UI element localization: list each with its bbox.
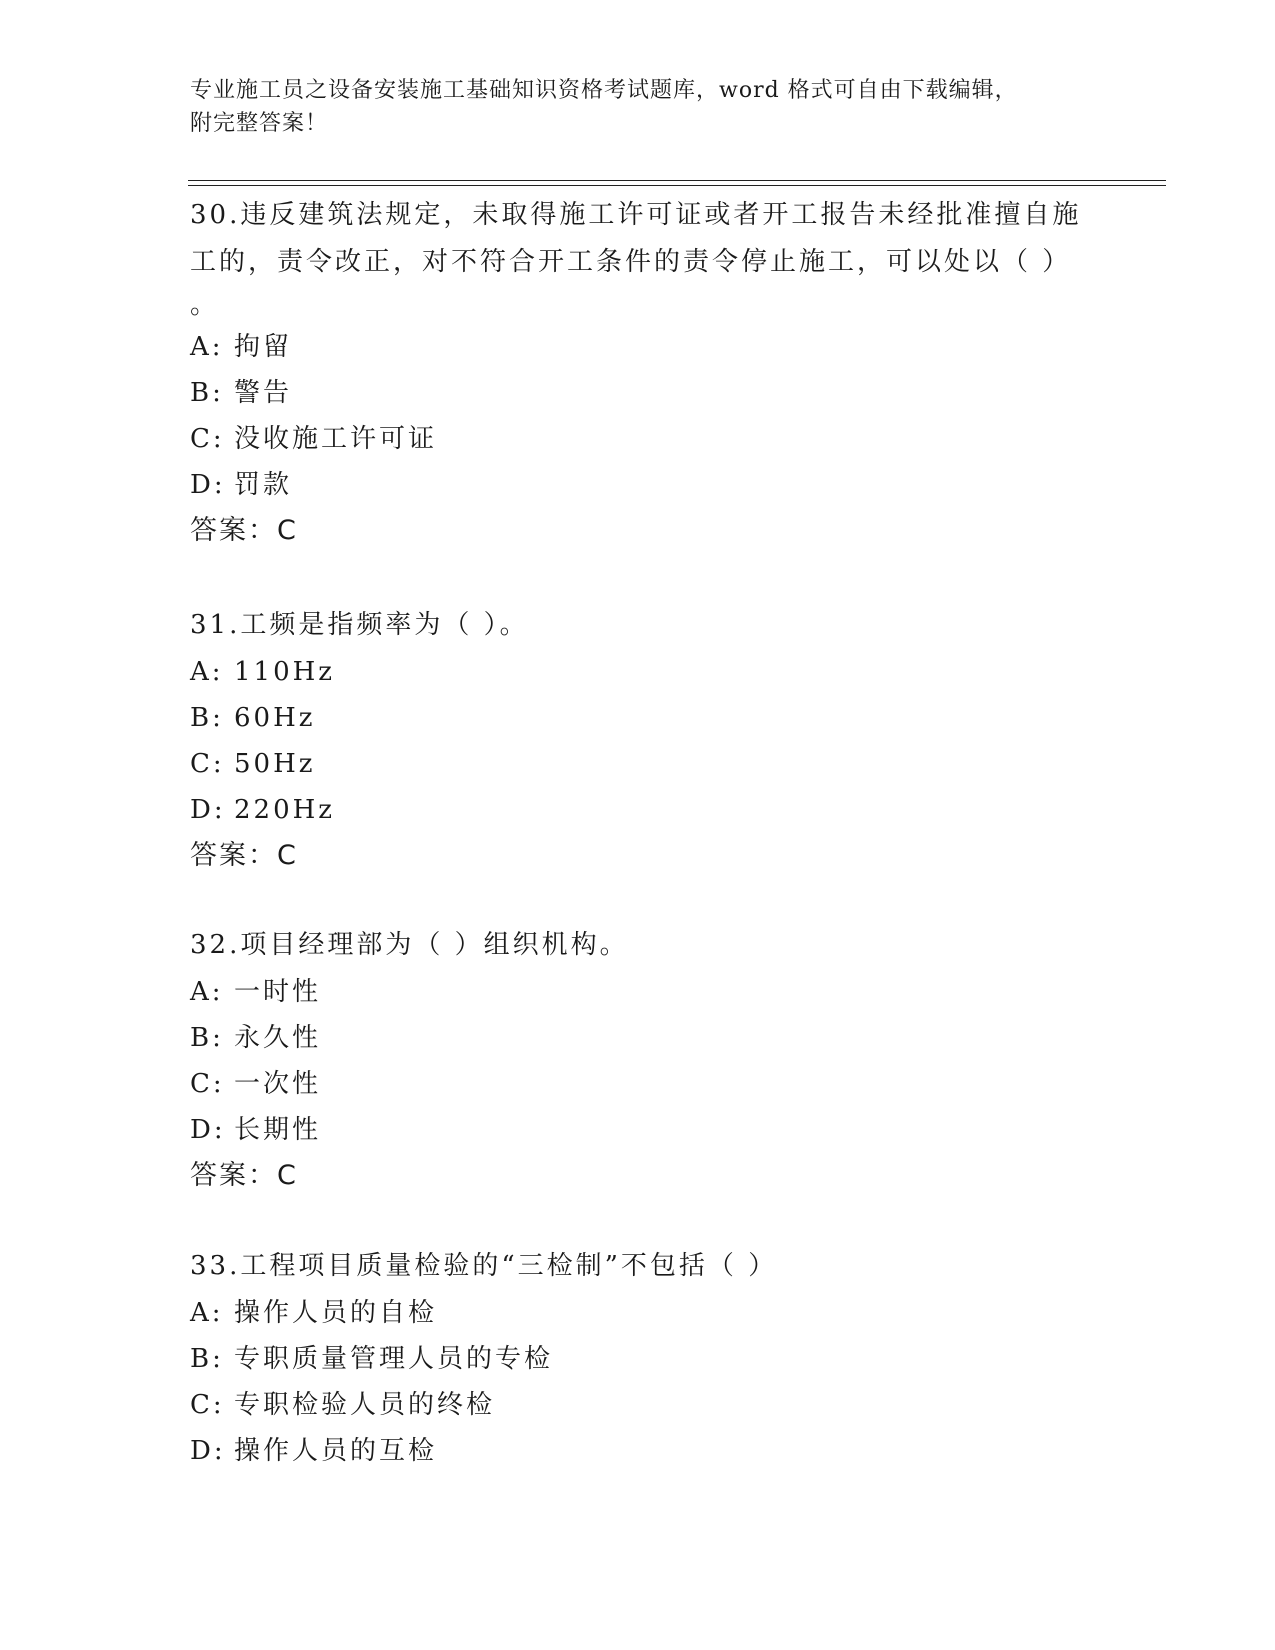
option-letter: C: <box>190 749 225 779</box>
option-b <box>190 370 1090 416</box>
question-text-line-1: 32.项目经理部为（ ）组织机构。 <box>190 930 629 960</box>
question-text-line-1: 33.工程项目质量检验的“三检制”不包括（ ） <box>190 1251 778 1281</box>
option-a <box>190 969 1090 1015</box>
option-text: 没收施工许可证 <box>234 424 438 454</box>
question-33 <box>190 1243 1090 1474</box>
option-text: 专职质量管理人员的专检 <box>234 1344 554 1374</box>
option-letter: B: <box>190 703 224 733</box>
header-divider-bottom <box>188 185 1166 186</box>
option-letter: D: <box>190 1115 226 1145</box>
option-b <box>190 1015 1090 1061</box>
option-letter: A: <box>190 977 224 1007</box>
option-b <box>190 1336 1090 1382</box>
option-letter: B: <box>190 378 224 408</box>
option-letter: B: <box>190 1023 224 1053</box>
option-letter: D: <box>190 795 226 825</box>
question-text-line-2: 工的，责令改正，对不符合开工条件的责令停止施工，可以处以（ ） <box>190 247 1072 277</box>
option-a <box>190 1290 1090 1336</box>
option-d <box>190 787 1090 833</box>
option-d <box>190 462 1090 508</box>
option-list <box>190 324 1090 508</box>
option-text: 一次性 <box>234 1069 322 1099</box>
question-32 <box>190 922 1090 1199</box>
option-letter: A: <box>190 332 224 362</box>
option-text: 110Hz <box>234 657 335 687</box>
option-letter: D: <box>190 470 226 500</box>
option-text: 50Hz <box>234 749 316 779</box>
option-letter: C: <box>190 424 225 454</box>
header-line-1: 专业施工员之设备安装施工基础知识资格考试题库，word 格式可自由下载编辑， <box>190 78 1018 103</box>
header-line-2: 附完整答案！ <box>190 111 329 136</box>
option-a <box>190 324 1090 370</box>
option-a <box>190 649 1090 695</box>
option-text: 一时性 <box>234 977 322 1007</box>
question-text-line-1: 30.违反建筑法规定，未取得施工许可证或者开工报告未经批准擅自施 <box>190 200 1082 230</box>
header-divider-top <box>188 180 1166 181</box>
option-c <box>190 416 1090 462</box>
option-letter: A: <box>190 1298 224 1328</box>
question-text-tail: 。 <box>190 290 217 320</box>
option-letter: C: <box>190 1390 225 1420</box>
option-letter: C: <box>190 1069 225 1099</box>
document-header <box>190 74 1090 140</box>
option-text: 专职检验人员的终检 <box>234 1390 496 1420</box>
answer-line: 答案：C <box>190 515 298 546</box>
question-31 <box>190 602 1090 879</box>
option-letter: A: <box>190 657 224 687</box>
option-list <box>190 649 1090 833</box>
question-text-line-1: 31.工频是指频率为（ ）。 <box>190 610 529 640</box>
option-c <box>190 1061 1090 1107</box>
option-text: 拘留 <box>234 332 293 362</box>
option-d <box>190 1107 1090 1153</box>
option-letter: D: <box>190 1436 226 1466</box>
option-list <box>190 1290 1090 1474</box>
answer-line: 答案：C <box>190 840 298 871</box>
option-text: 60Hz <box>234 703 316 733</box>
question-30 <box>190 192 1090 554</box>
option-text: 警告 <box>234 378 293 408</box>
option-text: 220Hz <box>234 795 335 825</box>
option-text: 操作人员的自检 <box>234 1298 438 1328</box>
answer-line: 答案：C <box>190 1160 298 1191</box>
option-text: 罚款 <box>234 470 293 500</box>
option-text: 长期性 <box>234 1115 322 1145</box>
option-c <box>190 741 1090 787</box>
option-list <box>190 969 1090 1153</box>
option-d <box>190 1428 1090 1474</box>
option-text: 永久性 <box>234 1023 322 1053</box>
option-b <box>190 695 1090 741</box>
option-text: 操作人员的互检 <box>234 1436 438 1466</box>
option-letter: B: <box>190 1344 224 1374</box>
option-c <box>190 1382 1090 1428</box>
